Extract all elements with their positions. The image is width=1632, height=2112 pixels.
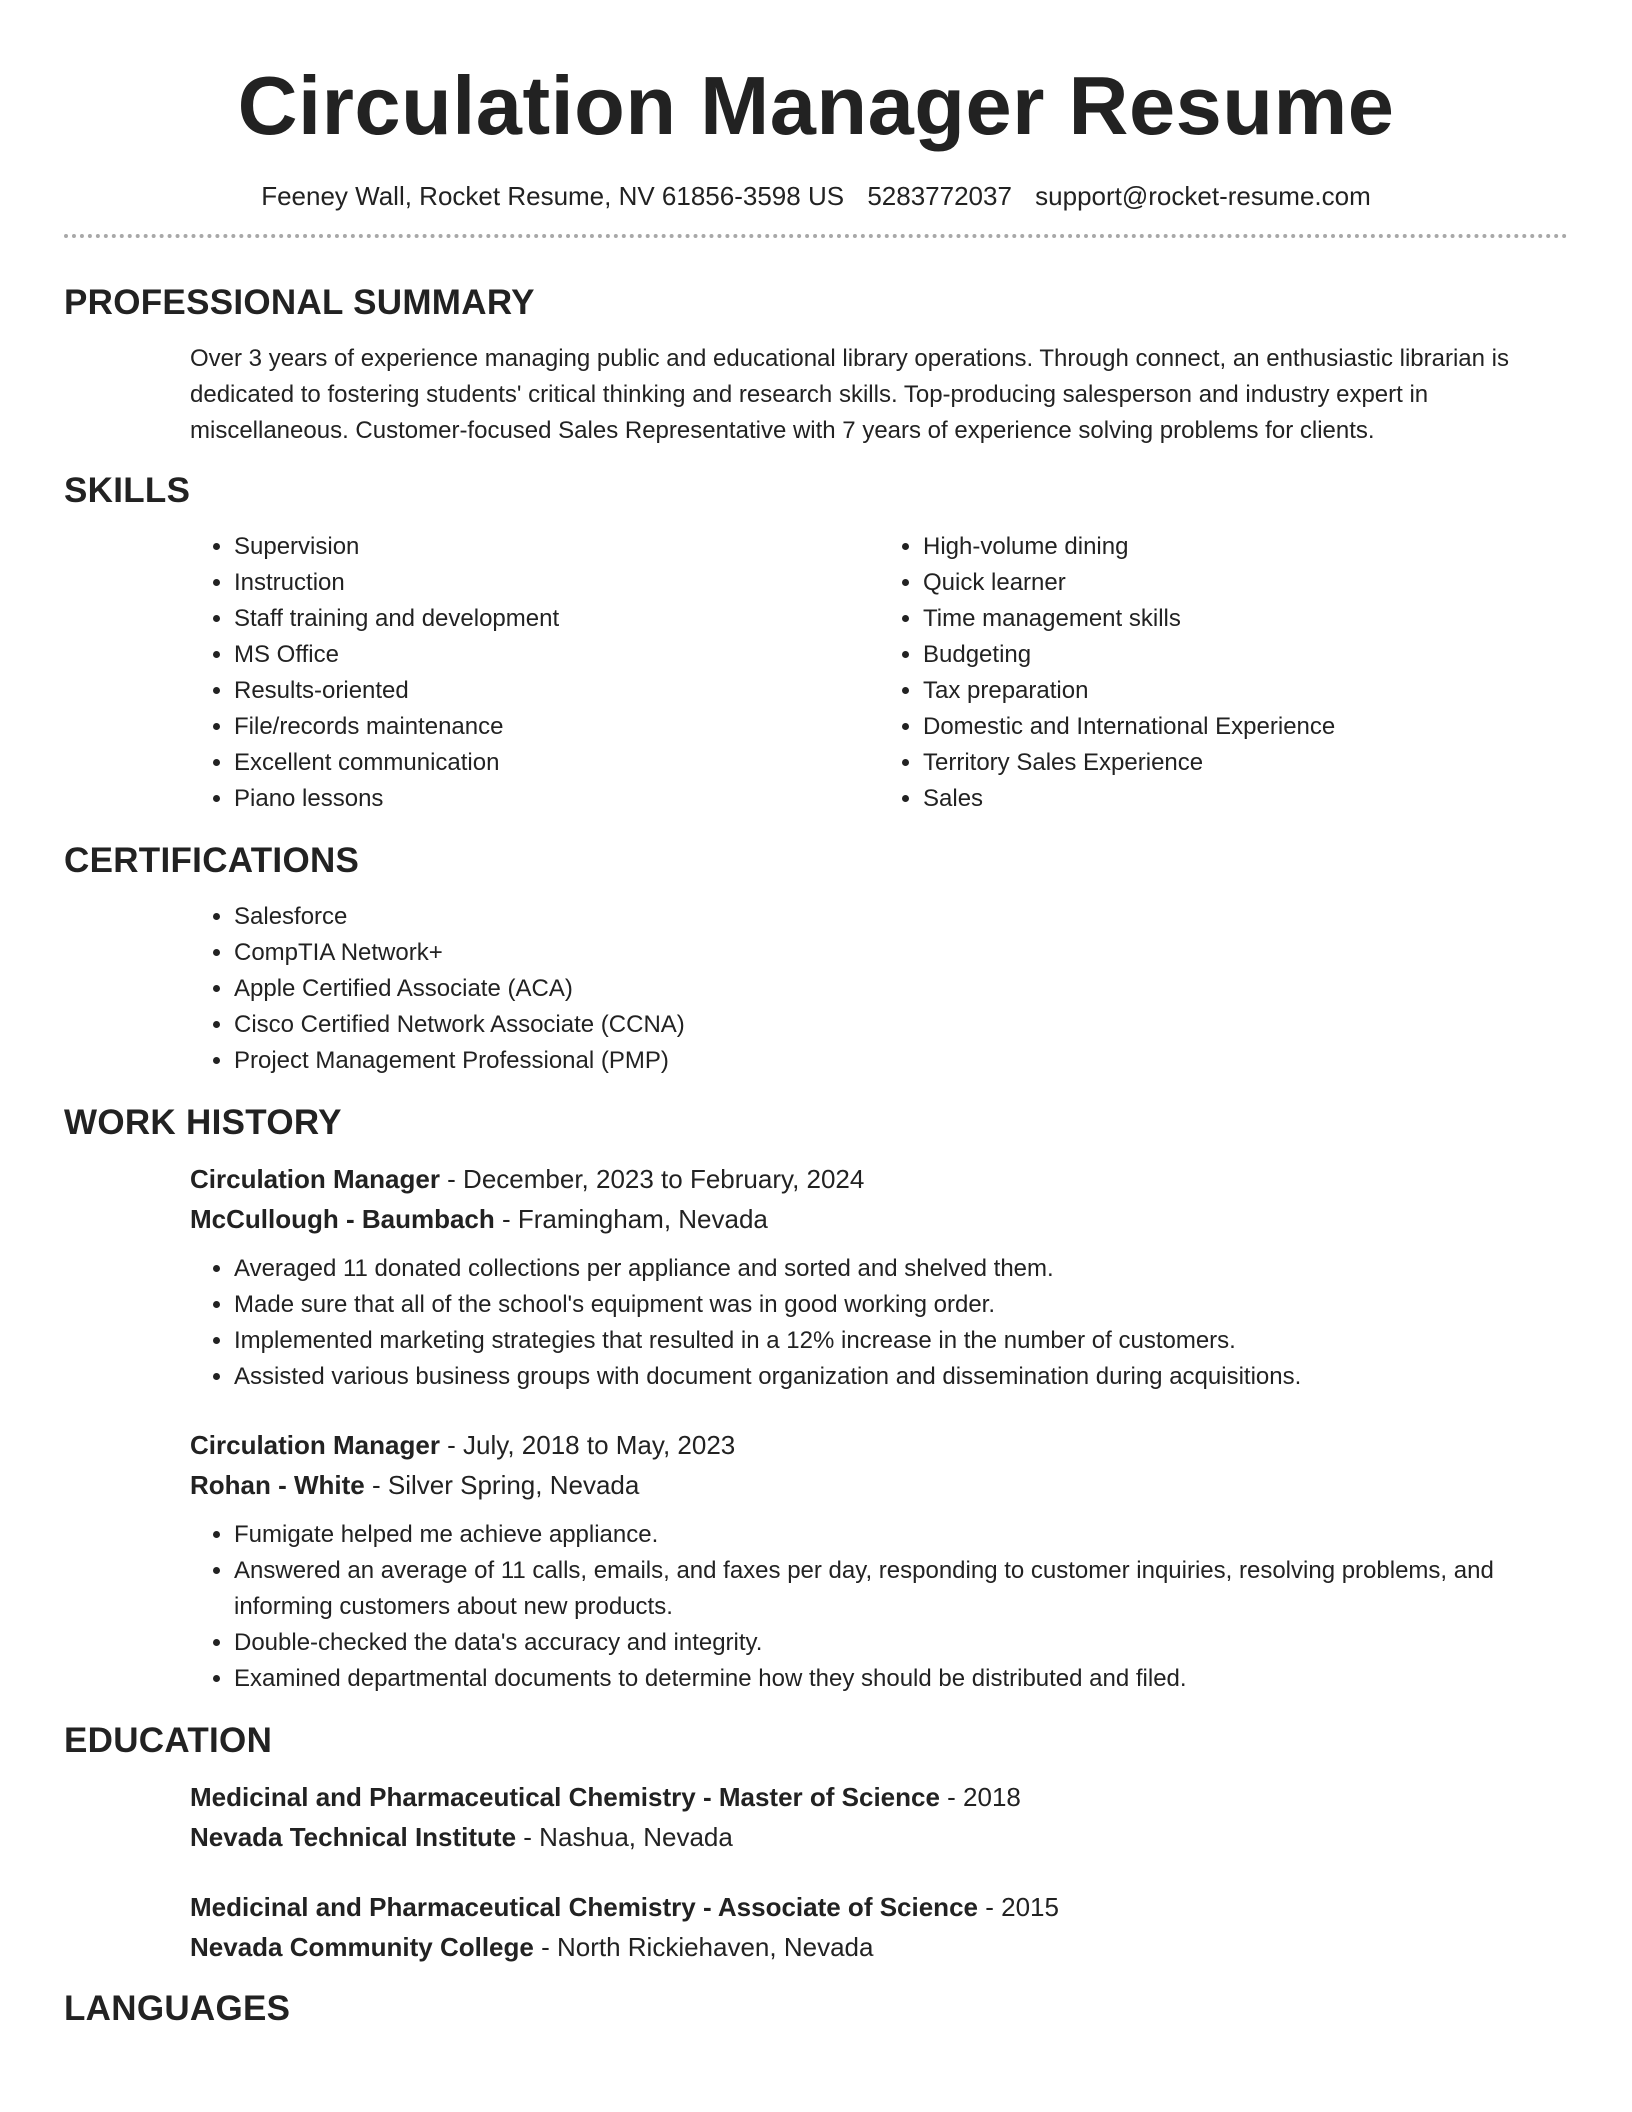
skill-item: • MS Office [234, 637, 879, 673]
work-history-heading: WORK HISTORY [64, 1103, 342, 1142]
job-bullet: • Fumigate helped me achieve appliance. [234, 1517, 1568, 1553]
certifications-list [190, 899, 1568, 1079]
job-bullet: • Implemented marketing strategies that resulted in a 12% increase in the number of customers. [234, 1323, 1568, 1359]
skill-item: • Domestic and International Experience [923, 709, 1568, 745]
education-school-line [190, 1927, 1568, 1967]
education-section [64, 1777, 1568, 1967]
resume-page [64, 0, 1568, 2031]
resume-title: Circulation Manager Resume [237, 59, 1395, 152]
education-year: - 2015 [978, 1892, 1059, 1922]
job-location: - Silver Spring, Nevada [364, 1470, 640, 1500]
skill-item: • File/records maintenance [234, 709, 879, 745]
job-dates: - December, 2023 to February, 2024 [439, 1164, 865, 1194]
education-school: Nevada Community College [190, 1932, 534, 1962]
job-company-line [190, 1465, 1568, 1505]
job-title-line [190, 1159, 1568, 1199]
education-school-line [190, 1817, 1568, 1857]
skills-heading: SKILLS [64, 471, 191, 510]
job-bullet: • Assisted various business groups with document organization and dissemination during acquisitions. [234, 1359, 1568, 1395]
education-degree: Medicinal and Pharmaceutical Chemistry - Master of Science [190, 1782, 940, 1812]
contact-address: Feeney Wall, Rocket Resume, NV 61856-3598 US [261, 181, 845, 211]
skills-grid [190, 529, 1568, 817]
work-history-section [64, 1159, 1568, 1697]
job-location: - Framingham, Nevada [494, 1204, 768, 1234]
skills-section [64, 529, 1568, 817]
job-company-line [190, 1199, 1568, 1239]
job-bullet: • Double-checked the data's accuracy and integrity. [234, 1625, 1568, 1661]
education-school: Nevada Technical Institute [190, 1822, 517, 1852]
contact-phone: 5283772037 [867, 181, 1012, 211]
skill-item: • Results-oriented [234, 673, 879, 709]
skill-item: • Piano lessons [234, 781, 879, 817]
job-entry [190, 1425, 1568, 1697]
certification-item: • Cisco Certified Network Associate (CCNA) [234, 1007, 1568, 1043]
job-title-line [190, 1425, 1568, 1465]
skill-item: • High-volume dining [923, 529, 1568, 565]
certification-item: • Apple Certified Associate (ACA) [234, 971, 1568, 1007]
job-company: McCullough - Baumbach [190, 1204, 495, 1234]
skills-list-left [190, 529, 879, 817]
skill-item: • Supervision [234, 529, 879, 565]
education-entry [190, 1777, 1568, 1857]
contact-email: support@rocket-resume.com [1035, 181, 1371, 211]
job-bullet: • Answered an average of 11 calls, emails, and faxes per day, responding to customer inquiries, resolving problems, and informing customers about new products. [234, 1553, 1568, 1625]
skill-item: • Sales [923, 781, 1568, 817]
skill-item: • Quick learner [923, 565, 1568, 601]
skills-list-right [879, 529, 1568, 817]
summary-text: Over 3 years of experience managing public and educational library operations. Through connect, an enthusiastic librarian is dedicated to fostering students' critical thinking and research skills. Top-producing salesperson and industry expert in miscellaneous. Customer-focused Sales Representative with 7 years of experience solving problems for clients. [190, 345, 1509, 444]
job-entry [190, 1159, 1568, 1395]
certification-item: • Salesforce [234, 899, 1568, 935]
languages-heading: LANGUAGES [64, 1989, 291, 2028]
job-title: Circulation Manager [190, 1430, 440, 1460]
education-entry [190, 1887, 1568, 1967]
skill-item: • Excellent communication [234, 745, 879, 781]
certification-item: • Project Management Professional (PMP) [234, 1043, 1568, 1079]
job-bullet: • Averaged 11 donated collections per appliance and sorted and shelved them. [234, 1251, 1568, 1287]
contact-line [64, 180, 1568, 212]
education-heading: EDUCATION [64, 1721, 273, 1760]
header-divider [64, 234, 1568, 238]
job-company: Rohan - White [190, 1470, 365, 1500]
education-location: - Nashua, Nevada [516, 1822, 733, 1852]
education-degree-line [190, 1777, 1568, 1817]
job-bullet: • Made sure that all of the school's equipment was in good working order. [234, 1287, 1568, 1323]
certification-item: • CompTIA Network+ [234, 935, 1568, 971]
certifications-section [64, 899, 1568, 1079]
summary-section [64, 341, 1568, 449]
skill-item: • Staff training and development [234, 601, 879, 637]
education-degree: Medicinal and Pharmaceutical Chemistry - Associate of Science [190, 1892, 978, 1922]
job-bullets [190, 1517, 1568, 1697]
skill-item: • Time management skills [923, 601, 1568, 637]
skill-item: • Budgeting [923, 637, 1568, 673]
education-degree-line [190, 1887, 1568, 1927]
skill-item: • Instruction [234, 565, 879, 601]
job-title: Circulation Manager [190, 1164, 440, 1194]
education-year: - 2018 [939, 1782, 1021, 1812]
job-bullets [190, 1251, 1568, 1395]
education-location: - North Rickiehaven, Nevada [533, 1932, 874, 1962]
job-dates: - July, 2018 to May, 2023 [439, 1430, 736, 1460]
certifications-heading: CERTIFICATIONS [64, 841, 360, 880]
job-bullet: • Examined departmental documents to determine how they should be distributed and filed. [234, 1661, 1568, 1697]
summary-heading: PROFESSIONAL SUMMARY [64, 283, 535, 322]
skill-item: • Territory Sales Experience [923, 745, 1568, 781]
skill-item: • Tax preparation [923, 673, 1568, 709]
